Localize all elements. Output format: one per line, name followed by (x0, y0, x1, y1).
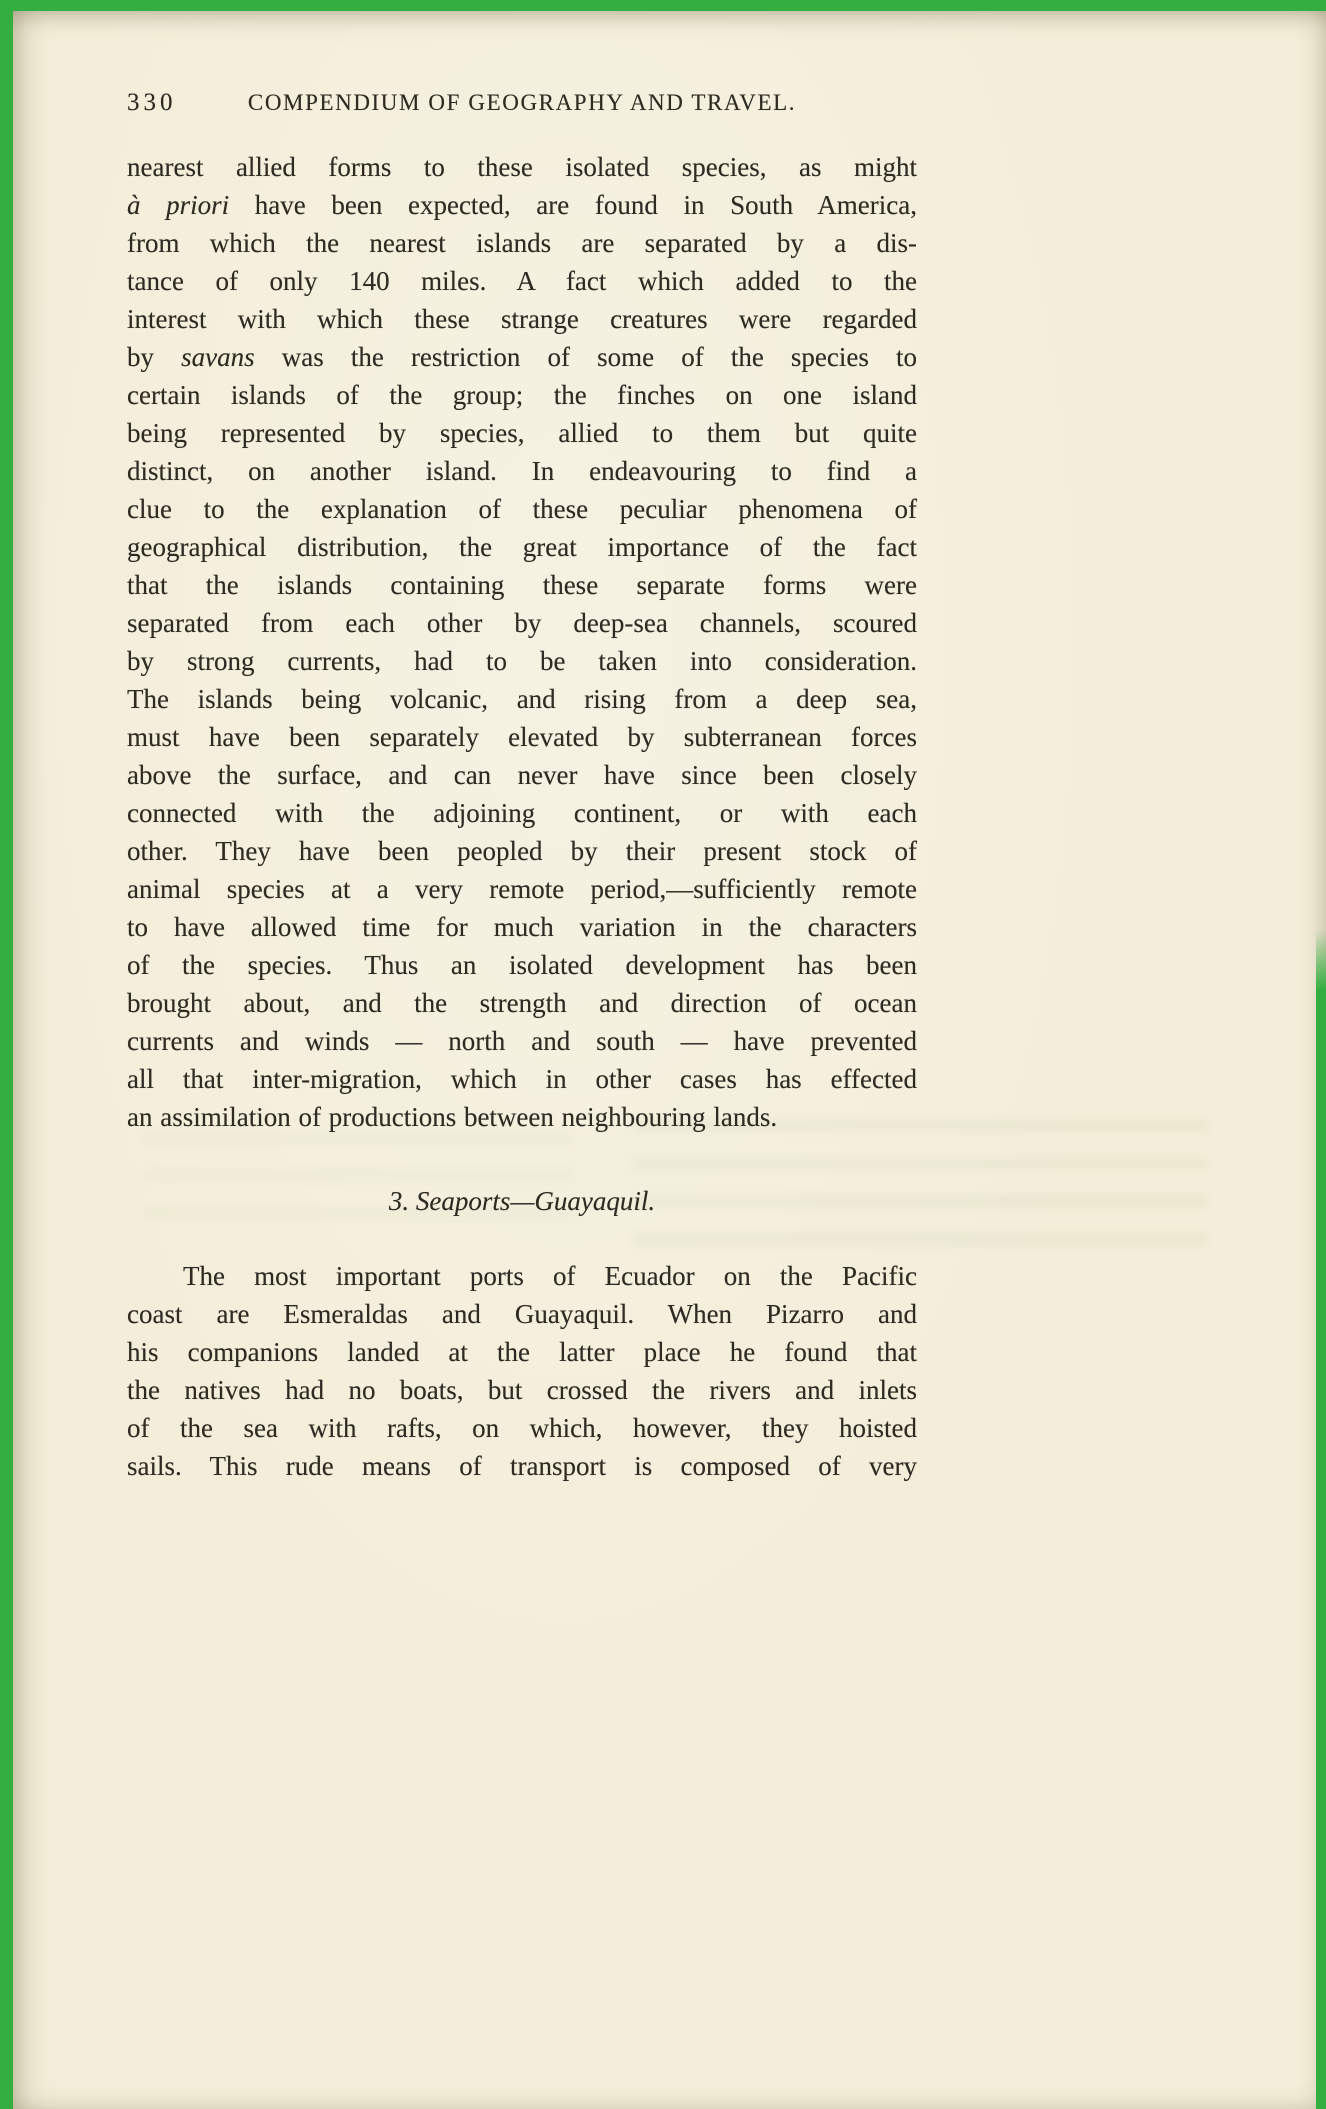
text-line: brought about, and the strength and direction of ocean (127, 988, 917, 1018)
text-segment: was the restriction of some of the species to (254, 342, 918, 372)
book-cover-edge-left (0, 0, 13, 2109)
page-header (127, 87, 917, 121)
text-segment: by (127, 342, 182, 372)
text-line: of the species. Thus an isolated development has been (127, 950, 917, 980)
text-line: The islands being volcanic, and rising from a deep sea, (127, 684, 917, 714)
text-line: clue to the explanation of these peculiar phenomena of (127, 494, 917, 524)
paragraph-1 (127, 148, 917, 1136)
text-line: tance of only 140 miles. A fact which added to the (127, 266, 917, 296)
text-line: that the islands containing these separate forms were (127, 570, 917, 600)
text-line: nearest allied forms to these isolated species, as might (127, 152, 917, 182)
text-segment: have been expected, are found in South America, (229, 190, 917, 220)
book-cover-edge-right (1316, 930, 1326, 2109)
text-line: certain islands of the group; the finches on one island (127, 380, 917, 410)
text-line: coast are Esmeraldas and Guayaquil. When Pizarro and (127, 1299, 917, 1329)
text-line: to have allowed time for much variation in the characters (127, 912, 917, 942)
book-cover-edge-top (0, 0, 1326, 11)
text-line: of the sea with rafts, on which, however, they hoisted (127, 1413, 917, 1443)
text-line: all that inter-migration, which in other cases has effected (127, 1064, 917, 1094)
text-line: an assimilation of productions between neighbouring lands. (127, 1102, 778, 1132)
text-line: currents and winds — north and south — have prevented (127, 1026, 917, 1056)
text-line: sails. This rude means of transport is composed of very (127, 1451, 917, 1481)
text-line: separated from each other by deep-sea channels, scoured (127, 608, 917, 638)
text-line: connected with the adjoining continent, or with each (127, 798, 917, 828)
page-paper (13, 11, 1326, 2109)
text-line: interest with which these strange creatures were regarded (127, 304, 917, 334)
text-line: from which the nearest islands are separated by a dis- (127, 228, 917, 258)
text-line: other. They have been peopled by their present stock of (127, 836, 917, 866)
italic-phrase: savans (181, 342, 255, 372)
text-line: The most important ports of Ecuador on the Pacific (183, 1261, 917, 1291)
text-line: the natives had no boats, but crossed the rivers and inlets (127, 1375, 917, 1405)
page-number: 330 (127, 89, 177, 116)
paragraph-2 (127, 1257, 917, 1485)
text-line: must have been separately elevated by subterranean forces (127, 722, 917, 752)
page-content (127, 87, 917, 1485)
text-line (127, 186, 917, 224)
running-header: COMPENDIUM OF GEOGRAPHY AND TRAVEL. (247, 90, 797, 115)
text-line (127, 338, 917, 376)
text-line: distinct, on another island. In endeavouring to find a (127, 456, 917, 486)
text-line: geographical distribution, the great importance of the fact (127, 532, 917, 562)
section-heading: 3. Seaports—Guayaquil. (388, 1186, 656, 1216)
text-line: by strong currents, had to be taken into consideration. (127, 646, 917, 676)
italic-phrase: à priori (127, 190, 230, 220)
text-line: being represented by species, allied to them but quite (127, 418, 917, 448)
text-line: above the surface, and can never have since been closely (127, 760, 917, 790)
text-line: animal species at a very remote period,—sufficiently remote (127, 874, 917, 904)
text-line: his companions landed at the latter place he found that (127, 1337, 917, 1367)
